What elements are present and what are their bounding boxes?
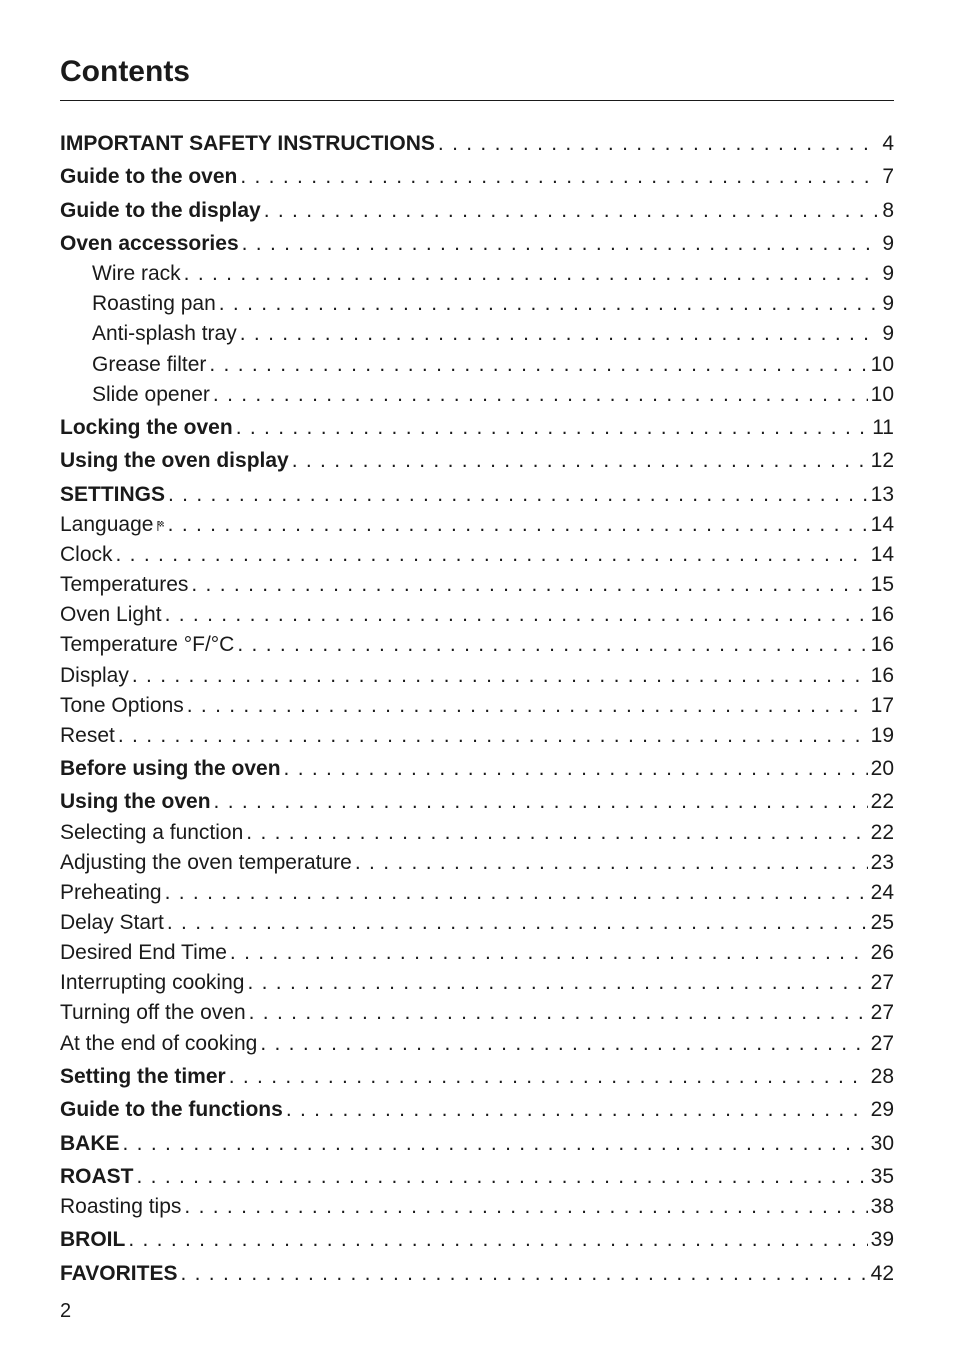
toc-entry-page: 29	[870, 1098, 894, 1121]
toc-entry[interactable]	[60, 158, 894, 190]
toc-entry-page: 14	[870, 543, 894, 566]
toc-entry-page: 27	[870, 1001, 894, 1024]
toc-entry-page: 12	[870, 449, 894, 472]
toc-entry-page: 27	[870, 1032, 894, 1055]
toc-entry[interactable]	[60, 1255, 894, 1287]
page-number: 2	[60, 1300, 72, 1322]
dot-leader	[236, 415, 870, 441]
dot-leader	[260, 1031, 867, 1057]
dot-leader	[219, 291, 880, 317]
toc-entry-label: Setting the timer	[60, 1065, 226, 1088]
toc-entry-label: Before using the oven	[60, 757, 281, 780]
dot-leader	[264, 198, 880, 224]
toc-entry-label: Locking the oven	[60, 416, 233, 439]
toc-entry-label: Display	[60, 664, 129, 687]
toc-entry[interactable]	[60, 1091, 894, 1123]
dot-leader	[246, 820, 867, 846]
toc-entry-label: Clock	[60, 543, 113, 566]
toc-entry-label: Tone Options	[60, 694, 184, 717]
toc-entry[interactable]	[92, 315, 894, 347]
toc-entry-page: 35	[870, 1165, 894, 1188]
toc-entry[interactable]	[60, 814, 894, 846]
toc-entry-page: 22	[870, 790, 894, 813]
toc-entry-label: Anti-splash tray	[92, 322, 237, 345]
toc-entry-label: ROAST	[60, 1165, 134, 1188]
toc-entry-page: 42	[870, 1262, 894, 1285]
toc-entry[interactable]	[60, 750, 894, 782]
dot-leader	[292, 448, 868, 474]
toc-entry[interactable]	[60, 934, 894, 966]
toc-entry[interactable]	[60, 596, 894, 628]
dot-leader	[184, 261, 880, 287]
toc-entry[interactable]	[60, 1158, 894, 1190]
toc-entry-page: 13	[870, 483, 894, 506]
toc-entry[interactable]	[60, 1125, 894, 1157]
toc-entry-label: At the end of cooking	[60, 1032, 258, 1055]
toc-entry-label: Preheating	[60, 881, 162, 904]
dot-leader	[128, 1227, 867, 1253]
toc-entry[interactable]	[60, 1058, 894, 1090]
toc-entry[interactable]	[60, 1025, 894, 1057]
toc-entry-label: Roasting pan	[92, 292, 216, 315]
toc-entry-page: 30	[870, 1132, 894, 1155]
toc-entry[interactable]	[60, 125, 894, 157]
toc-entry[interactable]	[60, 506, 894, 538]
toc-entry-label: Guide to the display	[60, 199, 261, 222]
dot-leader	[355, 850, 868, 876]
dot-leader	[167, 910, 868, 936]
dot-leader	[165, 880, 868, 906]
toc-entry-label: Oven accessories	[60, 232, 239, 255]
toc-entry[interactable]	[60, 1221, 894, 1253]
toc-entry-page: 16	[870, 664, 894, 687]
toc-entry-label: Delay Start	[60, 911, 164, 934]
toc-entry[interactable]	[60, 657, 894, 689]
toc-entry-page: 9	[882, 232, 894, 255]
toc-entry[interactable]	[92, 255, 894, 287]
toc-entry[interactable]	[60, 225, 894, 257]
toc-entry-label: Wire rack	[92, 262, 181, 285]
toc-entry-page: 8	[882, 199, 894, 222]
toc-entry-label: Adjusting the oven temperature	[60, 851, 352, 874]
dot-leader	[191, 572, 867, 598]
toc-entry-page: 10	[870, 353, 894, 376]
toc-entry-page: 26	[870, 941, 894, 964]
toc-entry[interactable]	[60, 476, 894, 508]
toc-entry-label: FAVORITES	[60, 1262, 178, 1285]
toc-entry[interactable]	[92, 285, 894, 317]
toc-entry-label: Roasting tips	[60, 1195, 182, 1218]
dot-leader	[214, 789, 868, 815]
toc-entry[interactable]	[92, 346, 894, 378]
toc-entry-label: Temperature °F/°C	[60, 633, 235, 656]
toc-entry-page: 9	[882, 262, 894, 285]
toc-entry-page: 7	[882, 165, 894, 188]
toc-entry[interactable]	[92, 376, 894, 408]
dot-leader	[168, 482, 868, 508]
toc-entry[interactable]	[60, 717, 894, 749]
toc-entry-page: 25	[870, 911, 894, 934]
toc-entry-page: 9	[882, 322, 894, 345]
toc-entry-label: Grease filter	[92, 353, 207, 376]
dot-leader	[240, 321, 880, 347]
toc-entry-label: Turning off the oven	[60, 1001, 246, 1024]
dot-leader	[118, 723, 868, 749]
toc-entry-label: Reset	[60, 724, 115, 747]
dot-leader	[165, 602, 868, 628]
dot-leader	[116, 542, 868, 568]
toc-entry-page: 14	[870, 513, 894, 536]
toc-entry-label: Using the oven display	[60, 449, 289, 472]
toc-entry[interactable]	[60, 844, 894, 876]
dot-leader	[242, 231, 880, 257]
dot-leader	[230, 940, 868, 966]
dot-leader	[209, 352, 867, 378]
toc-entry-label: Slide opener	[92, 383, 210, 406]
toc-entry[interactable]	[60, 687, 894, 719]
toc-entry[interactable]	[60, 783, 894, 815]
dot-leader	[249, 1000, 868, 1026]
toc-entry[interactable]	[60, 626, 894, 658]
dot-leader	[123, 1131, 868, 1157]
toc-entry-label: BAKE	[60, 1132, 120, 1155]
dot-leader	[247, 970, 867, 996]
toc-entry[interactable]	[60, 409, 894, 441]
dot-leader	[213, 382, 868, 408]
toc-entry-label: Guide to the functions	[60, 1098, 283, 1121]
toc-entry-label: SETTINGS	[60, 483, 166, 506]
toc-entry-label: BROIL	[60, 1228, 126, 1251]
dot-leader	[438, 131, 879, 157]
toc-entry-page: 4	[882, 132, 894, 155]
toc-entry-label: Desired End Time	[60, 941, 227, 964]
dot-leader	[168, 512, 868, 538]
dot-leader	[180, 1261, 867, 1287]
toc-entry[interactable]	[60, 994, 894, 1026]
toc-entry[interactable]	[60, 536, 894, 568]
flag-icon	[157, 514, 164, 538]
toc-entry-page: 10	[870, 383, 894, 406]
toc-entry-page: 16	[870, 603, 894, 626]
toc-entry-label: Interrupting cooking	[60, 971, 245, 994]
toc-entry-page: 39	[870, 1228, 894, 1251]
toc-entry[interactable]	[60, 874, 894, 906]
dot-leader	[286, 1097, 868, 1123]
toc-entry-label: Guide to the oven	[60, 165, 238, 188]
toc-entry-page: 16	[870, 633, 894, 656]
toc-entry[interactable]	[60, 904, 894, 936]
toc-entry[interactable]	[60, 192, 894, 224]
page-title: Contents	[60, 55, 190, 88]
toc-entry[interactable]	[60, 442, 894, 474]
dot-leader	[284, 756, 868, 782]
toc-entry-page: 38	[870, 1195, 894, 1218]
toc-entry[interactable]	[60, 1188, 894, 1220]
toc-entry-page: 15	[870, 573, 894, 596]
toc-entry-page: 27	[870, 971, 894, 994]
dot-leader	[132, 663, 868, 689]
dot-leader	[137, 1164, 868, 1190]
toc-entry-label: IMPORTANT SAFETY INSTRUCTIONS	[60, 132, 435, 155]
toc-entry-page: 19	[870, 724, 894, 747]
dot-leader	[229, 1064, 868, 1090]
toc-entry-page: 23	[870, 851, 894, 874]
toc-entry-label: Using the oven	[60, 790, 211, 813]
toc-entry-page: 9	[882, 292, 894, 315]
toc-entry-label: Temperatures	[60, 573, 189, 596]
dot-leader	[237, 632, 867, 658]
dot-leader	[187, 693, 868, 719]
toc-entry-label: Language	[60, 513, 154, 536]
dot-leader	[184, 1194, 867, 1220]
toc-entry-page: 28	[870, 1065, 894, 1088]
toc-entry-label: Selecting a function	[60, 821, 244, 844]
toc-entry-page: 20	[870, 757, 894, 780]
toc-entry-page: 17	[870, 694, 894, 717]
toc-entry[interactable]	[60, 566, 894, 598]
dot-leader	[240, 164, 879, 190]
title-divider	[60, 100, 894, 101]
toc-entry-label: Oven Light	[60, 603, 162, 626]
toc-entry-page: 22	[870, 821, 894, 844]
toc-entry-page: 11	[872, 416, 894, 439]
toc-entry[interactable]	[60, 964, 894, 996]
toc-entry-page: 24	[870, 881, 894, 904]
